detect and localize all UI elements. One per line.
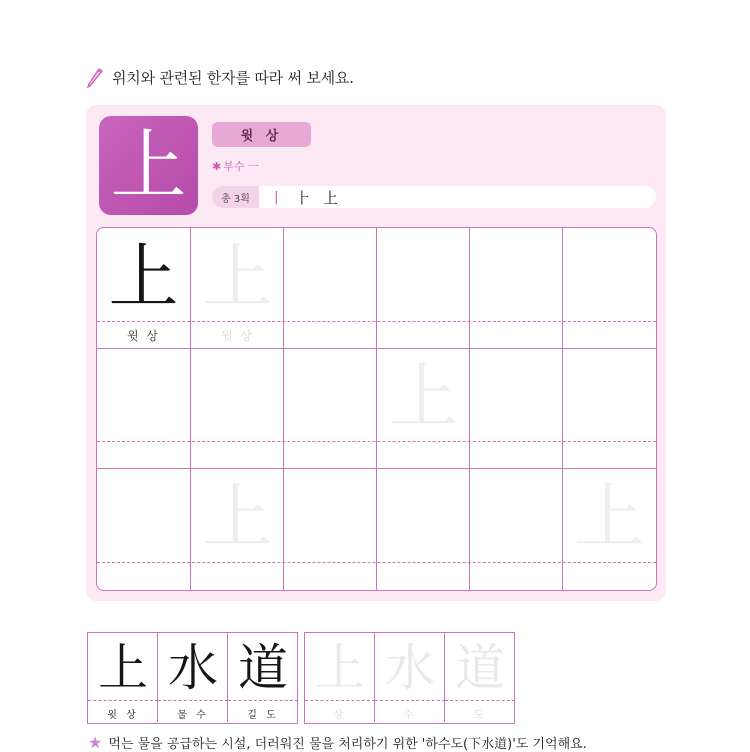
word-trace-cell [445,633,515,722]
footnote [88,733,587,752]
word-trace-cell [305,633,375,722]
word-trace-character: 道 [455,639,505,697]
pencil-icon [86,66,104,88]
hanja-hero-character: 上 [110,120,187,210]
stroke-count-label: 총 3획 [212,186,259,208]
word-reading: 물 수 [177,710,209,721]
word-trace-cell [375,633,445,722]
word-character: 道 [238,639,288,697]
trace-character: 上 [574,476,645,558]
word-trace-reading: 상 [333,710,347,721]
footnote-text: 먹는 물을 공급하는 시설, 더러워진 물을 처리하기 위한 '하수도(下水道)'도 기억해요. [108,737,587,752]
star-icon: ★ [88,733,103,752]
stroke-step: 上 [322,188,338,207]
stroke-order-bar [212,186,656,208]
word-trace-character: 水 [385,639,435,697]
word-character: 水 [168,639,218,697]
word-trace-box [304,632,515,724]
model-reading: 윗 상 [127,329,160,343]
trace-character: 上 [202,476,273,558]
word-cell [228,633,298,722]
word-cell [158,633,228,722]
instruction-line [86,64,354,90]
word-character: 上 [98,639,148,697]
trace-character: 上 [388,356,459,438]
radical-text: 부수 一 [223,160,259,173]
stroke-step: 丨 [268,188,284,207]
word-trace-reading: 도 [473,710,487,721]
word-model-box [87,632,298,724]
trace-reading: 윗 상 [221,329,254,343]
asterisk-icon: ✱ [212,160,222,173]
trace-character: 上 [202,236,273,318]
stroke-step: ⺊ [295,188,311,207]
word-reading: 윗 상 [107,710,139,721]
practice-grid [96,227,657,591]
radical-info [212,158,259,174]
hanja-hero-box [99,116,198,215]
word-trace-character: 上 [315,639,365,697]
meaning-sound-badge: 윗 상 [212,122,311,147]
word-trace-reading: 수 [403,710,417,721]
model-character: 上 [108,236,179,318]
stroke-sequence [269,187,350,208]
instruction-text: 위치와 관련된 한자를 따라 써 보세요. [112,68,354,87]
word-cell [88,633,158,722]
word-reading: 길 도 [247,710,279,721]
